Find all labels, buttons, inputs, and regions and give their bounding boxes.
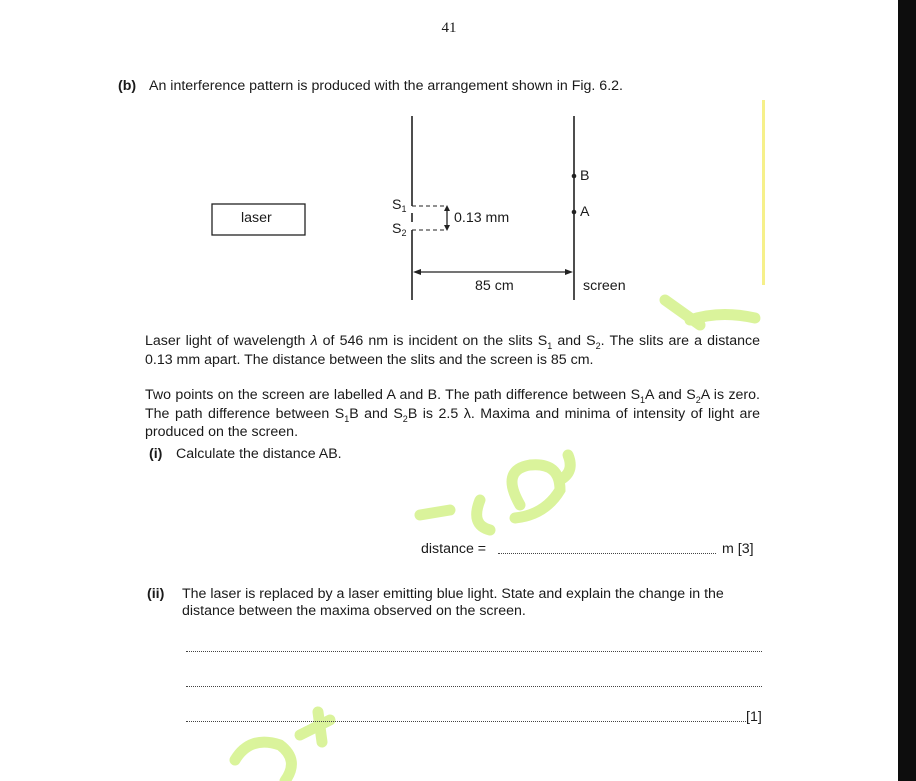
- part-ii-question-line1: The laser is replaced by a laser emitting blue light. State and explain the change in the: [182, 586, 724, 602]
- answer-line-2[interactable]: [186, 686, 762, 687]
- distance-answer-line[interactable]: [498, 553, 716, 554]
- distance-answer-suffix: m [3]: [722, 541, 754, 557]
- paragraph-path-difference: Two points on the screen are labelled A and B. The path difference between $S_1A$ and $S_2A$ is zero. The path difference between $S_1B$ and $S_2B$ is 2.5 λ. Maxima and minima of intensity of light are produced on the screen.: [145, 387, 761, 440]
- slit-separation-label: 0.13 mm: [454, 210, 510, 226]
- part-i-question: Calculate the distance AB.: [176, 446, 342, 462]
- screen-label: screen: [583, 278, 626, 294]
- answer-line-1[interactable]: [186, 651, 762, 652]
- part-i-label: (i): [149, 446, 163, 462]
- part-ii-question-line2: distance between the maxima observed on the screen.: [182, 603, 526, 619]
- paragraph-wavelength: Laser light of wavelength λ of 546 nm is incident on the slits $S_1$ and $S_2$. The slits are a distance 0.13 mm apart. The distance between the slits and the screen is 85 cm.: [145, 333, 760, 368]
- point-b-label: B: [580, 168, 590, 184]
- point-b-dot: [572, 174, 577, 179]
- slit2-label: $S_2$: [392, 221, 407, 238]
- part-ii-label: (ii): [147, 586, 165, 602]
- window-edge-bar: [898, 0, 916, 781]
- answer-line-3[interactable]: [186, 721, 746, 722]
- laser-label: laser: [241, 210, 272, 226]
- distance-answer-prefix: distance =: [421, 541, 487, 557]
- part-b-intro: An interference pattern is produced with the arrangement shown in Fig. 6.2.: [149, 78, 623, 94]
- point-a-label: A: [580, 204, 590, 220]
- part-b-label: (b): [118, 78, 137, 94]
- slit1-label: $S_1$: [392, 197, 407, 214]
- page-number: 41: [441, 20, 457, 36]
- distance-label: 85 cm: [475, 278, 514, 294]
- point-a-dot: [572, 210, 577, 215]
- part-ii-marks: [1]: [746, 709, 762, 725]
